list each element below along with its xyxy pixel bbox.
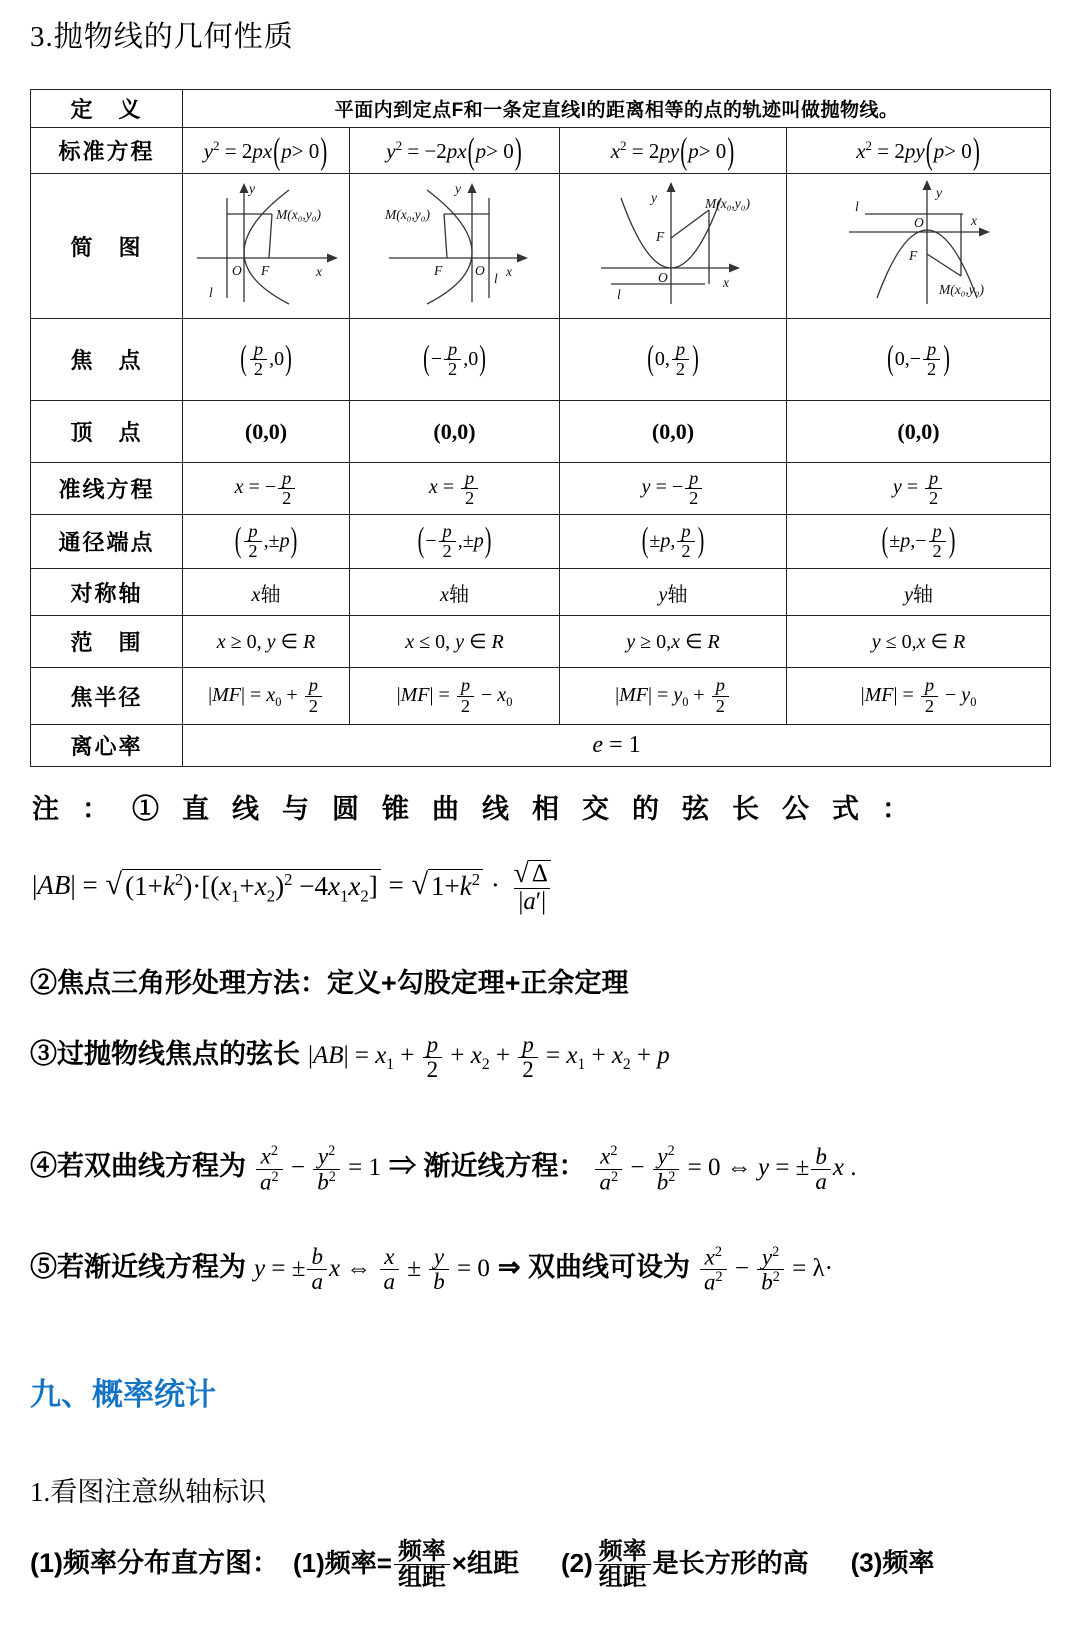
latus-cell: ( ± p , $\frac{p}{2}$ ): [560, 515, 787, 569]
focus-cell: ( − $\frac{p}{2}$ ,0 ): [350, 319, 560, 401]
note4-math1: $\frac{x^2}{a^2}$ − $\frac{y^2}{b^2}$ = 1: [254, 1154, 381, 1181]
axis-cell: x轴: [183, 569, 350, 616]
sketch-cell-right-opening: [183, 174, 350, 319]
svg-text:y: y: [248, 181, 255, 196]
note-focal-triangle: ②焦点三角形处理方法：定义+勾股定理+正余定理: [30, 968, 629, 999]
svg-text:F: F: [656, 229, 665, 244]
latus-cell: ( $\frac{p}{2}$ ,± p ): [183, 515, 350, 569]
note-chord-intro: 注：①直线与圆锥曲线相交的弦长公式：: [32, 794, 932, 824]
svg-text:x: x: [970, 213, 977, 228]
note-hyperbola-asymptote: [30, 1144, 1050, 1195]
note4-math2: $\frac{x^2}{a^2}$ − $\frac{y^2}{b^2}$ = 0 ⇔ y = ± $\frac{b}{a}$ x .: [593, 1154, 856, 1181]
svg-text:O: O: [913, 215, 924, 230]
histogram-formula-3: (3)频率: [850, 1547, 935, 1578]
axis-cell: y轴: [560, 569, 787, 616]
table-row: [31, 515, 1051, 569]
latus-cell: ( ± p ,− $\frac{p}{2}$ ): [787, 515, 1051, 569]
subsection-axis-note: 1.看图注意纵轴标识: [30, 1477, 267, 1508]
table-row: [31, 616, 1051, 668]
radius-cell: |MF| = $\frac{p}{2}$ − $x_0$: [350, 668, 560, 725]
equation-cell: $x^2 = 2py$ ( p > 0 ): [560, 128, 787, 174]
note-focal-chord: [30, 1032, 1050, 1082]
radius-cell: |MF| = $\frac{p}{2}$ − $y_0$: [787, 668, 1051, 725]
table-row: [31, 569, 1051, 616]
note-asymptote-hyperbola: [30, 1245, 1050, 1296]
focus-cell: ( $\frac{p}{2}$ ,0 ): [183, 319, 350, 401]
sketch-cell-left-opening: [350, 174, 560, 319]
row-label-axis: 对称轴: [31, 569, 183, 616]
svg-text:l: l: [494, 271, 498, 286]
sketch-cell-up-opening: [560, 174, 787, 319]
svg-text:F: F: [260, 263, 269, 278]
directrix-cell: y = − $\frac{p}{2}$: [560, 463, 787, 515]
table-row: [31, 319, 1051, 401]
svg-text:l: l: [208, 285, 213, 300]
svg-text:O: O: [658, 270, 668, 285]
svg-text:x: x: [723, 275, 729, 290]
histogram-formula-2: (2) $\frac{\text{频率}}{\text{组距}}$ 是长方形的高: [560, 1538, 809, 1592]
svg-text:y: y: [651, 190, 657, 205]
svg-text:F: F: [908, 248, 917, 263]
row-label-radius: 焦半径: [31, 668, 183, 725]
radius-cell: $|MF| = x_0$ + $\frac{p}{2}$: [183, 668, 350, 725]
svg-text:l: l: [854, 199, 859, 214]
latus-cell: ( − $\frac{p}{2}$ ,± p ): [350, 515, 560, 569]
table-row: [31, 174, 1051, 319]
row-label-latus: 通径端点: [31, 515, 183, 569]
note-focal-chord-math: $|AB| = x_1$ + $\frac{p}{2}$ + $x_2$ + $\frac{p}{2}$ = $x_1 + x_2 + p$: [308, 1031, 670, 1082]
table-row: [31, 725, 1051, 767]
note4-text2: ⇒ 渐近线方程：: [388, 1151, 586, 1182]
svg-text:y: y: [455, 181, 461, 196]
note-focal-chord-text: ③过抛物线焦点的弦长: [30, 1039, 300, 1070]
svg-text:y: y: [935, 185, 942, 200]
directrix-cell: x = $\frac{p}{2}$: [350, 463, 560, 515]
svg-text:O: O: [475, 263, 485, 278]
equation-cell: $y^2 = 2px$ ( p > 0 ): [183, 128, 350, 174]
section-heading-probability: 九、概率统计: [30, 1377, 216, 1413]
range-cell: x ≥ 0, y ∈ R: [183, 616, 350, 668]
directrix-cell: x = − $\frac{p}{2}$: [183, 463, 350, 515]
row-label-equation: 标准方程: [31, 128, 183, 174]
svg-text:M(x₀,y₀): M(x₀,y₀): [275, 207, 321, 222]
note4-text1: ④若双曲线方程为: [30, 1151, 246, 1182]
note5-text1: ⑤若渐近线方程为: [30, 1251, 246, 1282]
svg-text:M(x₀,y₀): M(x₀,y₀): [705, 196, 750, 211]
table-row: [31, 128, 1051, 174]
note5-math1: y = ± $\frac{b}{a}$ x ⇔ $\frac{x}{a}$ ± $\frac{y}{b}$ = 0: [254, 1244, 490, 1295]
definition-cell: 平面内到定点F和一条定直线l的距离相等的点的轨迹叫做抛物线。: [183, 90, 1051, 128]
note5-math2: $\frac{x^2}{a^2}$ − $\frac{y^2}{b^2}$ = λ·: [698, 1255, 833, 1282]
range-cell: y ≤ 0,x ∈ R: [787, 616, 1051, 668]
table-row: [31, 401, 1051, 463]
table-row: [31, 668, 1051, 725]
radius-cell: $|MF| = y_0$ + $\frac{p}{2}$: [560, 668, 787, 725]
histogram-formula-1: (1)频率= $\frac{\text{频率}}{\text{组距}}$ ×组距: [293, 1538, 519, 1592]
note5-text2: ⇒ 双曲线可设为: [497, 1251, 691, 1282]
eccentricity-cell: e = 1: [183, 725, 1051, 767]
svg-text:M(x₀,y₀): M(x₀,y₀): [385, 207, 430, 222]
equation-cell: $x^2 = 2py$ ( p > 0 ): [787, 128, 1051, 174]
row-label-definition: 定 义: [31, 90, 183, 128]
axis-cell: y轴: [787, 569, 1051, 616]
row-label-eccentricity: 离心率: [31, 725, 183, 767]
row-label-directrix: 准线方程: [31, 463, 183, 515]
svg-text:O: O: [231, 263, 242, 278]
row-label-focus: 焦 点: [31, 319, 183, 401]
row-label-sketch: 简 图: [31, 174, 183, 319]
svg-text:x: x: [506, 264, 512, 279]
svg-text:M(x₀,y₀): M(x₀,y₀): [938, 282, 984, 297]
parabola-left-sketch: [377, 180, 532, 312]
parabola-right-sketch: [189, 180, 344, 312]
chord-length-formula: |AB| = √ $(1+k^2)\cdot[(x_1+x_2)^2 -4x_1x_2]$ = √ $1+k^2$ · √ Δ |a′|: [32, 860, 1050, 915]
svg-text:x: x: [315, 264, 322, 279]
parabola-properties-table: [30, 89, 1051, 767]
histogram-line: [30, 1539, 1050, 1590]
sketch-cell-down-opening: [787, 174, 1051, 319]
range-cell: y ≥ 0,x ∈ R: [560, 616, 787, 668]
vertex-cell: (0,0): [787, 401, 1051, 463]
row-label-vertex: 顶 点: [31, 401, 183, 463]
vertex-cell: (0,0): [560, 401, 787, 463]
svg-text:F: F: [434, 263, 443, 278]
focus-cell: ( 0, $\frac{p}{2}$ ): [560, 319, 787, 401]
parabola-up-sketch: [593, 180, 753, 312]
table-row: [31, 463, 1051, 515]
equation-cell: $y^2 = -2px$ ( p > 0 ): [350, 128, 560, 174]
parabola-down-sketch: [839, 180, 999, 312]
histogram-label: (1)频率分布直方图：: [30, 1547, 279, 1578]
directrix-cell: y = $\frac{p}{2}$: [787, 463, 1051, 515]
table-row: [31, 90, 1051, 128]
axis-cell: x轴: [350, 569, 560, 616]
vertex-cell: (0,0): [350, 401, 560, 463]
range-cell: x ≤ 0, y ∈ R: [350, 616, 560, 668]
row-label-range: 范 围: [31, 616, 183, 668]
vertex-cell: (0,0): [183, 401, 350, 463]
page-title: 3.抛物线的几何性质: [30, 21, 294, 53]
focus-cell: ( 0,− $\frac{p}{2}$ ): [787, 319, 1051, 401]
svg-text:l: l: [617, 287, 621, 302]
